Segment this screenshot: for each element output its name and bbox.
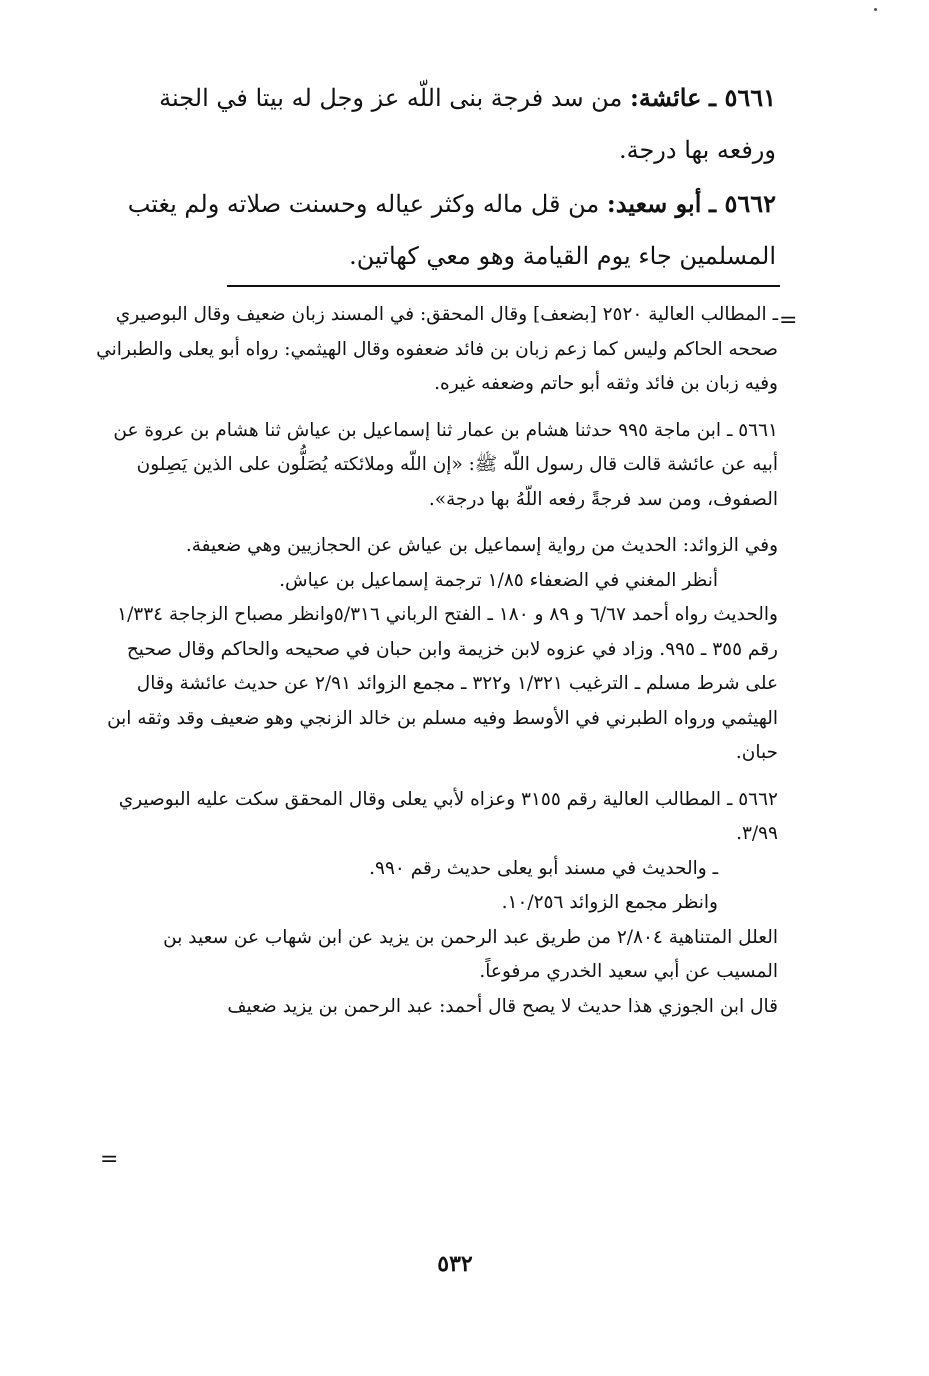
footnote-separator (227, 285, 780, 287)
footnote-paragraph: قال ابن الجوزي هذا حديث لا يصح قال أحمد: عبد الرحمن بن يزيد ضعيف (227, 995, 778, 1017)
footnote-paragraph: ـ المطالب العالية ٢٥٢٠ [بضعف] وقال المحقق: في المسند زبان ضعيف وقال البوصيري صححه الحاكم وليس كما زعم زبان بن فائد ضعفوه وقال الهيثمي: رواه أبو يعلى والطبراني وفيه زبان بن فائد وثقه أبو حاتم وضعفه غيره. (96, 304, 778, 394)
entry-text: من سد فرجة بنى اللّه عز وجل له بيتا في الجنة ورفعه بها درجة. (159, 84, 776, 164)
entry-narrator: أبو سعيد: (606, 189, 702, 218)
entry-number: ٥٦٦٢ ـ (709, 189, 776, 218)
footnote-paragraph: ٥٦٦١ ـ ابن ماجة ٩٩٥ حدثنا هشام بن عمار ثنا إسماعيل بن عياش ثنا هشام بن عروة عن أبيه عن عائشة قالت قال رسول اللّه ﷺ: «إن اللّه وملائكته يُصَلُّون على الذين يَصِلون الصفوف، ومن سد فرجةً رفعه اللّهُ بها درجة». (113, 419, 778, 510)
hadith-entry (100, 72, 776, 176)
footnote-paragraph: العلل المتناهية ٢/٨٠٤ من طريق عبد الرحمن بن يزيد عن ابن شهاب عن سعيد بن المسيب عن أبي سعيد الخدري مرفوعاً. (163, 926, 778, 982)
page-number: ٥٣٢ (437, 1251, 473, 1277)
entry-narrator: عائشة: (629, 83, 702, 112)
footnote-paragraph: ـ والحديث في مسند أبو يعلى حديث رقم ٩٩٠. (369, 857, 718, 879)
footnote-paragraph: أنظر المغني في الضعفاء ١/٨٥ ترجمة إسماعيل بن عياش. (279, 569, 718, 591)
scan-speck (874, 8, 877, 11)
footnote-paragraph: ٥٦٦٢ ـ المطالب العالية رقم ٣١٥٥ وعزاه لأبي يعلى وقال المحقق سكت عليه البوصيري ٣/٩٩. (118, 788, 778, 844)
hadith-entry (100, 178, 776, 282)
footnote-paragraph: وفي الزوائد: الحديث من رواية إسماعيل بن عياش عن الحجازيين وهي ضعيفة. (185, 535, 778, 556)
continuation-mark: = (779, 308, 798, 333)
footnote-paragraph: وانظر مجمع الزوائد ١٠/٢٥٦. (501, 892, 718, 913)
entry-number: ٥٦٦١ ـ (709, 83, 776, 112)
footnote-paragraph: والحديث رواه أحمد ٦/٦٧ و ٨٩ و ١٨٠ ـ الفتح الرباني ٥/٣١٦وانظر مصباح الزجاجة ١/٣٣٤ رقم ٣٥٥ ـ ٩٩٥. وزاد في عزوه لابن خزيمة وابن حبان في صحيحه والحاكم وقال صحيح على شرط مسلم ـ الترغيب ١/٣٢١ و٣٢٢ ـ مجمع الزوائد ٢/٩١ عن حديث عائشة وقال الهيثمي ورواه الطبرني في الأوسط وفيه مسلم بن خالد الزنجي وهو ضعيف وقد وثقه ابن حبان. (107, 604, 778, 763)
entry-text: من قل ماله وكثر عياله وحسنت صلاته ولم يغتب المسلمين جاء يوم القيامة وهو معي كهاتين. (127, 190, 776, 270)
footnotes (96, 298, 778, 1024)
continuation-mark: = (100, 1147, 119, 1172)
